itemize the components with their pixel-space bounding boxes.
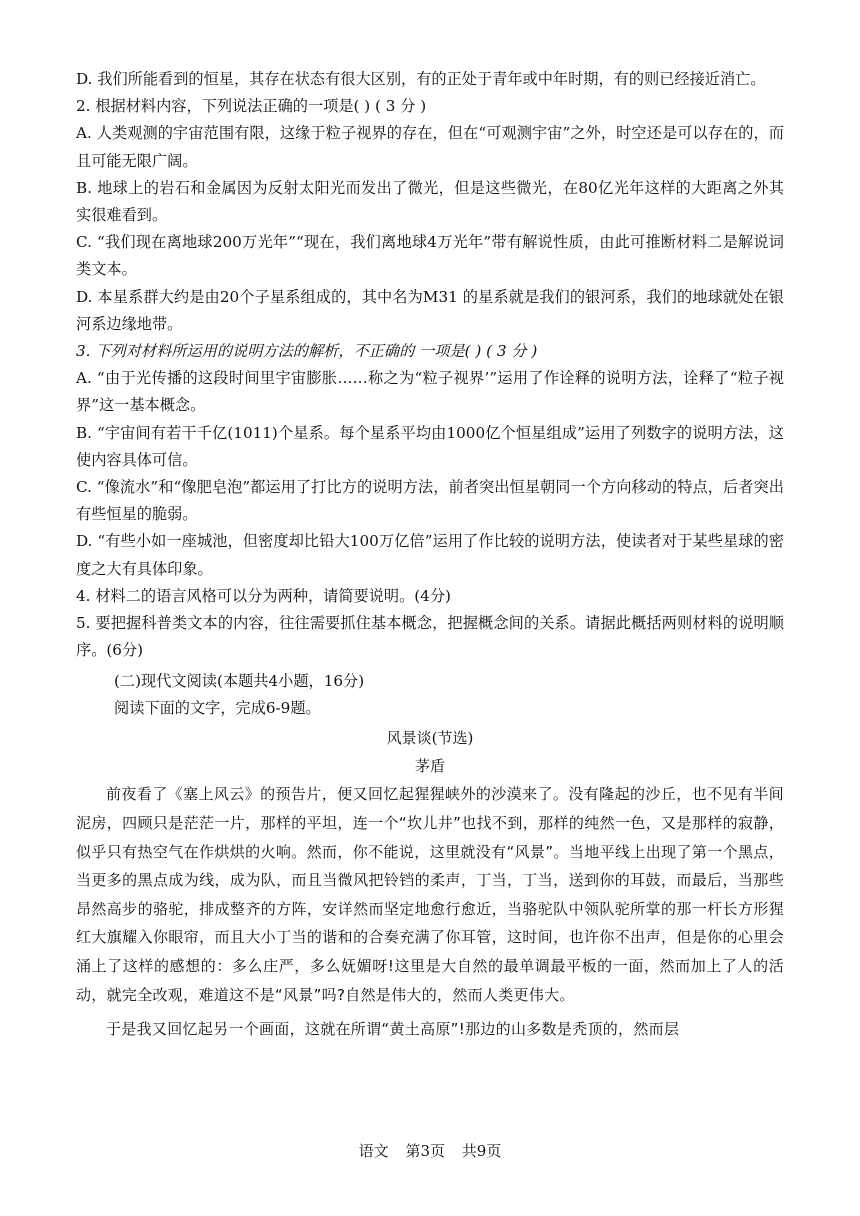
option-c-q2: C. “我们现在离地球200万光年”“现在，我们离地球4万光年”带有解说性质，由此可推断材料二是解说词类文本。 — [76, 233, 784, 279]
article-paragraph-2: 于是我又回忆起另一个画面，这就在所谓“黄土高原”!那边的山多数是秃顶的，然而层 — [106, 1020, 680, 1039]
question-3: 3. 下列对材料所运用的说明方法的解析，不正确的 一项是( ) ( 3 分 ) — [76, 342, 538, 361]
option-d-q2: D. 本星系群大约是由20个子星系组成的，其中名为M31 的星系就是我们的银河系，我们的地球就处在银河系边缘地带。 — [76, 287, 784, 333]
option-b-q2: B. 地球上的岩石和金属因为反射太阳光而发出了微光，但是这些微光，在80亿光年这样的大距离之外其实很难看到。 — [76, 178, 784, 225]
option-d-q3: D. “有些小如一座城池，但密度却比铅大100万亿倍”运用了作比较的说明方法，使读者对于某些星球的密度之大有具体印象。 — [76, 532, 784, 578]
question-2: 2. 根据材料内容，下列说法正确的一项是( ) ( 3 分 ) — [76, 97, 427, 116]
article-author: 茅盾 — [414, 757, 445, 776]
article-title: 风景谈(节选) — [386, 729, 474, 748]
page-footer — [0, 1140, 860, 1161]
footer-total: 共9页 — [461, 1142, 502, 1160]
option-a-q3: A. “由于光传播的这段时间里宇宙膨胀……称之为“粒子视界’”运用了作诠释的说明方法，诠释了“粒子视界”这一基本概念。 — [76, 369, 784, 415]
question-5: 5. 要把握科普类文本的内容，往往需要抓住基本概念，把握概念间的关系。请据此概括两则材料的说明顺序。(6分) — [76, 614, 784, 660]
option-a-q2: A. 人类观测的宇宙范围有限，这缘于粒子视界的存在，但在“可观测宇宙”之外，时空还是可以存在的，而且可能无限广阔。 — [76, 124, 784, 170]
question-4: 4. 材料二的语言风格可以分为两种，请简要说明。(4分) — [76, 586, 451, 605]
footer-subject: 语文 — [358, 1142, 389, 1160]
footer-page: 第3页 — [405, 1142, 445, 1160]
option-c-q3: C. “像流水”和“像肥皂泡”都运用了打比方的说明方法，前者突出恒星朝同一个方向移动的特点，后者突出有些恒星的脆弱。 — [76, 478, 784, 524]
exam-page — [76, 66, 784, 1044]
section-instruction: 阅读下面的文字，完成6-9题。 — [114, 699, 321, 718]
article-paragraph-1: 前夜看了《塞上风云》的预告片，便又回忆起猩猩峡外的沙漠来了。没有隆起的沙丘，也不见有半间泥房，四顾只是茫茫一片，那样的平坦，连一个“坎儿井”也找不到，那样的纯然一色，又是那样的寂静，似乎只有热空气在作烘烘的火响。然而，你不能说，这里就没有“风景”。当地平线上出现了第一个黑点，当更多的黑点成为线，成为队，而且当微风把铃铛的柔声，丁当，丁当，送到你的耳鼓，而最后，当那些昂然高步的骆驼，排成整齐的方阵，安详然而坚定地愈行愈近，当骆驼队中领队驼所掌的那一杆长方形猩红大旗耀入你眼帘，而且大小丁当的谐和的合奏充满了你耳管，这时间，也许你不出声，但是你的心里会涌上了这样的感想的：多么庄严，多么妩媚呀!这里是大自然的最单调最平板的一面，然而加上了人的活动，就完全改观，难道这不是“风景”吗?自然是伟大的，然而人类更伟大。 — [76, 785, 784, 1004]
option-d-q1: D. 我们所能看到的恒星，其存在状态有很大区别，有的正处于青年或中年时期，有的则已经接近消亡。 — [76, 70, 766, 88]
section-heading: (二)现代文阅读(本题共4小题，16分) — [114, 672, 365, 691]
option-b-q3: B. “宇宙间有若干千亿(1011)个星系。每个星系平均由1000亿个恒星组成”运用了列数字的说明方法，这使内容具体可信。 — [76, 423, 784, 469]
